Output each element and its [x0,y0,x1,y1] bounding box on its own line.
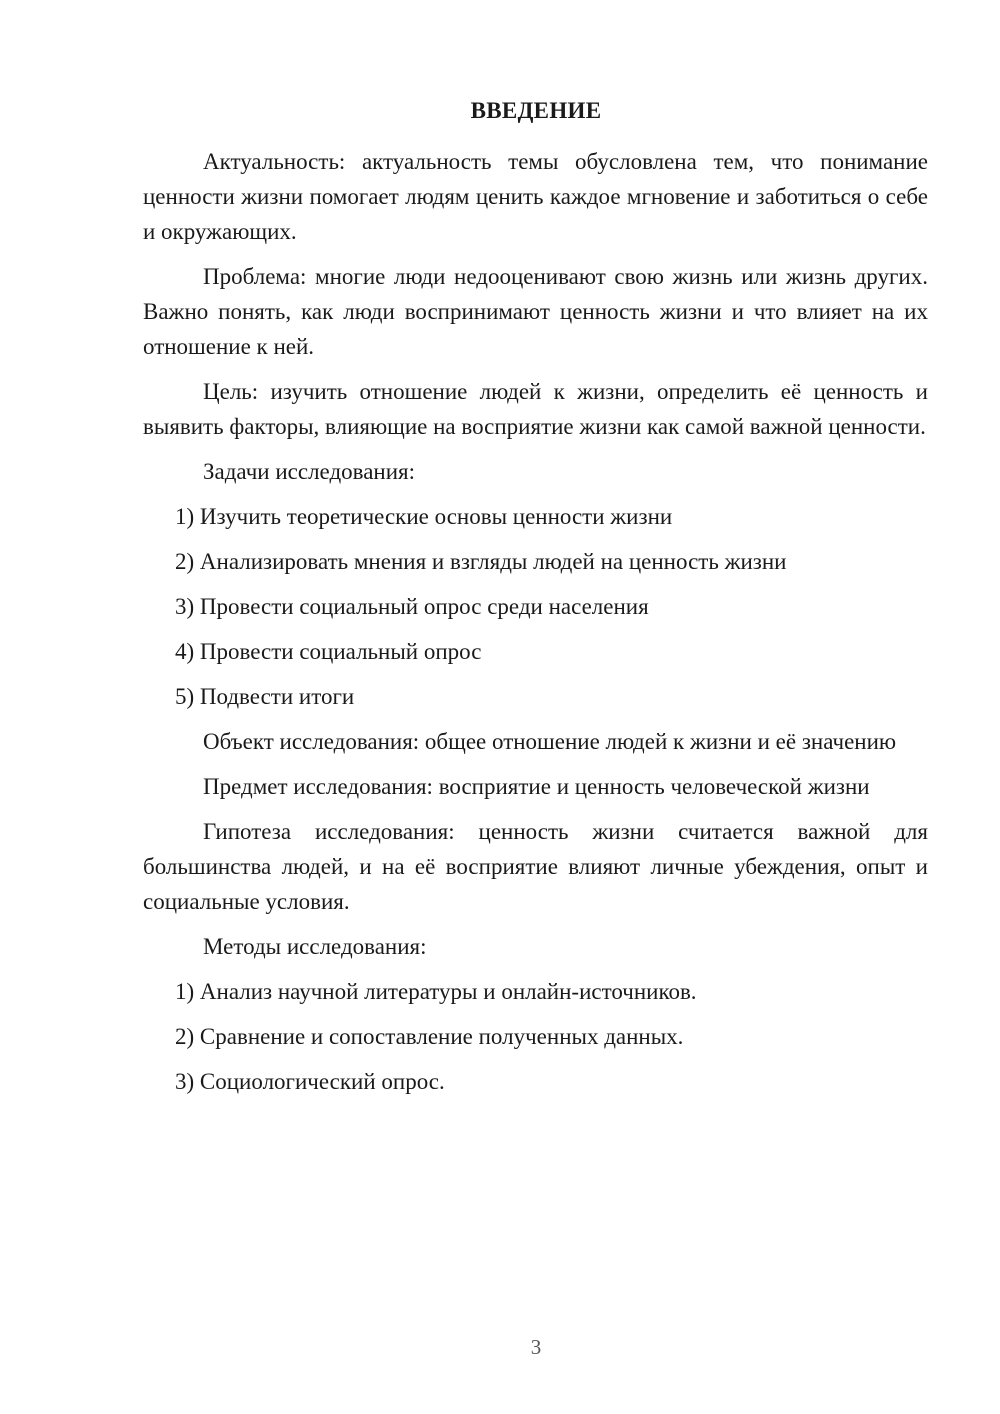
goal-paragraph: Цель: изучить отношение людей к жизни, определить её ценность и выявить факторы, влияющие на восприятие жизни как самой важной ценности. [143,379,928,439]
list-item: 3) Провести социальный опрос среди населения [175,594,649,619]
problem-paragraph: Проблема: многие люди недооценивают свою жизнь или жизнь других. Важно понять, как люди воспринимают ценность жизни и что влияет на их отношение к ней. [143,264,928,359]
list-item: 4) Провести социальный опрос [175,639,482,664]
page-title: ВВЕДЕНИЕ [470,98,602,123]
tasks-list [143,499,928,714]
list-item: 2) Анализировать мнения и взгляды людей на ценность жизни [175,549,787,574]
list-item: 2) Сравнение и сопоставление полученных данных. [175,1024,684,1049]
relevance-paragraph: Актуальность: актуальность темы обусловлена тем, что понимание ценности жизни помогает людям ценить каждое мгновение и заботиться о себе и окружающих. [143,149,928,244]
hypothesis-paragraph: Гипотеза исследования: ценность жизни считается важной для большинства людей, и на её восприятие влияют личные убеждения, опыт и социальные условия. [143,819,928,914]
list-item: 1) Изучить теоретические основы ценности жизни [175,504,673,529]
tasks-title: Задачи исследования: [203,459,416,484]
subject-paragraph: Предмет исследования: восприятие и ценность человеческой жизни [203,774,870,799]
page-number: 3 [530,1335,542,1359]
list-item: 1) Анализ научной литературы и онлайн-источников. [175,979,697,1004]
list-item: 5) Подвести итоги [175,684,355,709]
methods-title: Методы исследования: [203,934,427,959]
document-body [143,144,928,1109]
methods-list [143,974,928,1099]
list-item: 3) Социологический опрос. [175,1069,445,1094]
object-paragraph: Объект исследования: общее отношение людей к жизни и её значению [203,729,897,754]
